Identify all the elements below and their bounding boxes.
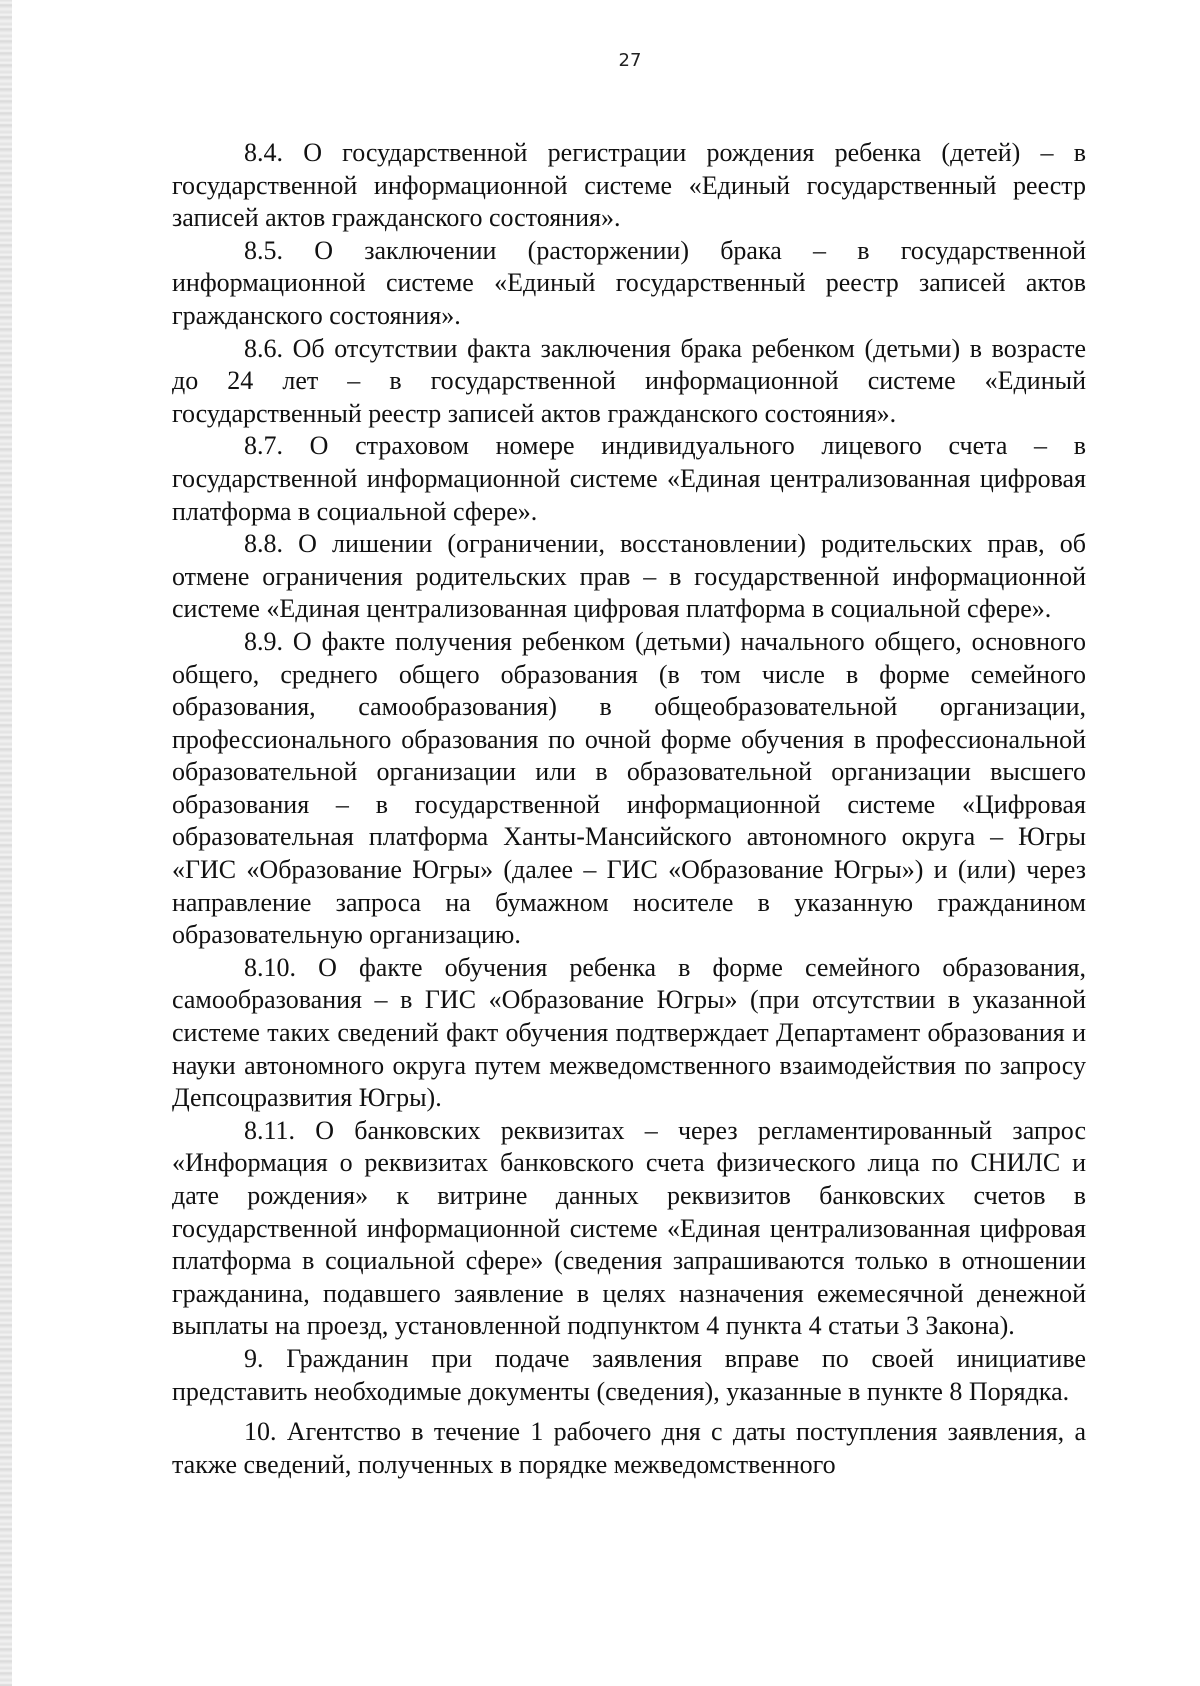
- paragraph-8-6: 8.6. Об отсутствии факта заключения брака ребенком (детьми) в возрасте до 24 лет – в государственной информационной системе «Единый государственный реестр записей актов гражданского состояния».: [172, 333, 1086, 428]
- paragraph-8-11: 8.11. О банковских реквизитах – через регламентированный запрос «Информация о реквизитах банковского счета физического лица по СНИЛС и дате рождения» к витрине данных реквизитов банковских счетов в государственной информационной системе «Единая централизованная цифровая платформа в социальной сфере» (сведения запрашиваются только в отношении гражданина, подавшего заявление в целях назначения ежемесячной денежной выплаты на проезд, установленной подпунктом 4 пункта 4 статьи 3 Закона).: [172, 1115, 1086, 1341]
- paragraph-8-9: 8.9. О факте получения ребенком (детьми) начального общего, основного общего, среднего общего образования (в том числе в форме семейного образования, самообразования) в общеобразовательной организации, профессионального образования по очной форме обучения в профессиональной образовательной организации или в образовательной организации высшего образования – в государственной информационной системе «Цифровая образовательная платформа Ханты-Мансийского автономного округа – Югры «ГИС «Образование Югры» (далее – ГИС «Образование Югры») и (или) через направление запроса на бумажном носителе в указанную гражданином образовательную организацию.: [172, 626, 1086, 950]
- paragraph-8-8: 8.8. О лишении (ограничении, восстановлении) родительских прав, об отмене ограничения родительских прав – в государственной информационной системе «Единая централизованная цифровая платформа в социальной сфере».: [172, 529, 1086, 624]
- document-body: [172, 137, 1086, 1481]
- paragraph-10: 10. Агентство в течение 1 рабочего дня с даты поступления заявления, а также сведений, полученных в порядке межведомственного: [172, 1417, 1086, 1479]
- paragraph-9: 9. Гражданин при подаче заявления вправе по своей инициативе представить необходимые документы (сведения), указанные в пункте 8 Порядка.: [172, 1343, 1086, 1406]
- paragraph-8-4: 8.4. О государственной регистрации рождения ребенка (детей) – в государственной информационной системе «Единый государственный реестр записей актов гражданского состояния».: [172, 138, 1086, 233]
- paragraph-8-5: 8.5. О заключении (расторжении) брака – в государственной информационной системе «Единый государственный реестр записей актов гражданского состояния».: [172, 235, 1086, 330]
- scan-edge: [0, 0, 12, 1686]
- paragraph-8-7: 8.7. О страховом номере индивидуального лицевого счета – в государственной информационной системе «Единая централизованная цифровая платформа в социальной сфере».: [172, 431, 1086, 526]
- paragraph-8-10: 8.10. О факте обучения ребенка в форме семейного образования, самообразования – в ГИС «Образование Югры» (при отсутствии в указанной системе таких сведений факт обучения подтверждает Департамент образования и науки автономного округа путем межведомственного взаимодействия по запросу Депсоцразвития Югры).: [172, 952, 1086, 1113]
- page-number: 27: [618, 50, 642, 71]
